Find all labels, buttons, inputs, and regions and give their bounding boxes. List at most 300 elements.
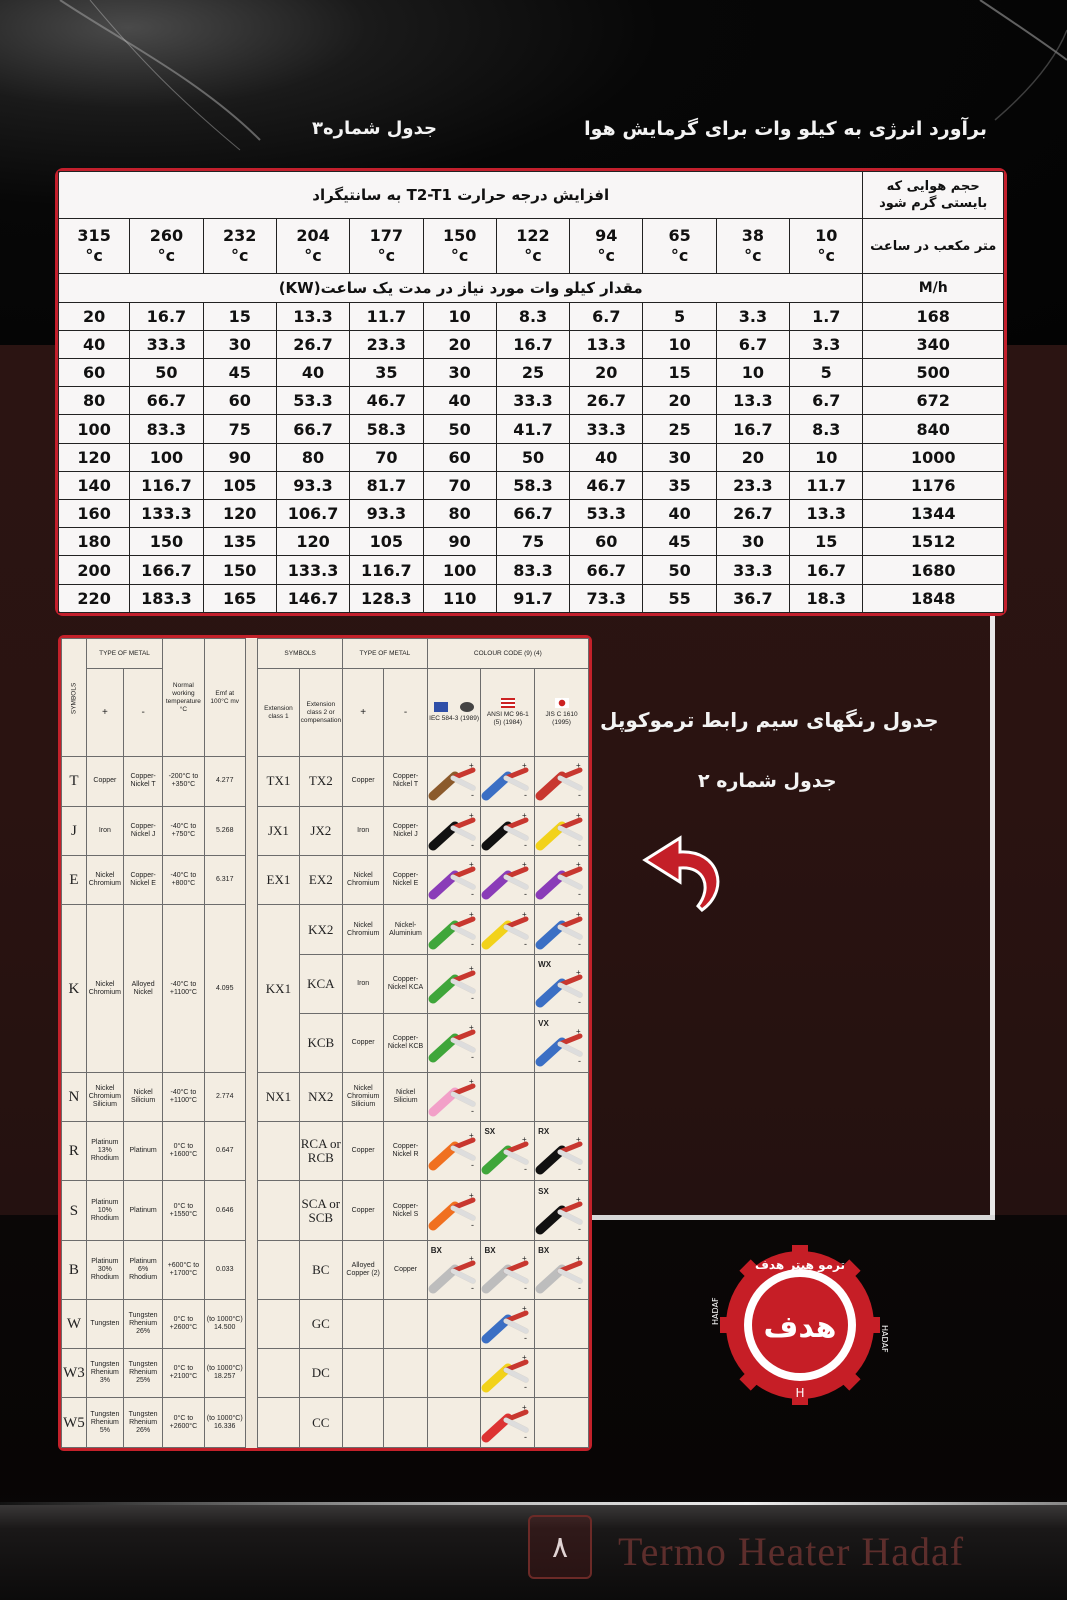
temp-header-cell bbox=[790, 219, 863, 274]
table3-heading: جدول شماره۳ bbox=[312, 118, 437, 139]
table-row bbox=[59, 387, 1004, 415]
kw-value-cell: 116.7 bbox=[350, 556, 423, 584]
cable-icon bbox=[482, 762, 534, 800]
table-row bbox=[59, 415, 1004, 443]
table-row bbox=[62, 1299, 589, 1348]
kw-value-cell: 30 bbox=[423, 359, 496, 387]
iec-colour-cell bbox=[427, 806, 481, 855]
kw-value-cell: 13.3 bbox=[716, 387, 789, 415]
plus-metal2-cell: Nickel Chromium bbox=[343, 905, 384, 954]
kw-value-cell: 40 bbox=[570, 443, 643, 471]
table-row bbox=[62, 757, 589, 806]
kw-value-cell: 75 bbox=[496, 528, 569, 556]
kw-value-cell: 26.7 bbox=[276, 330, 349, 358]
cable-icon bbox=[429, 812, 481, 850]
temp-unit: °c bbox=[524, 246, 542, 266]
air-flow-cell: 672 bbox=[863, 387, 1004, 415]
japan-flag-icon bbox=[555, 698, 569, 708]
symbol-cell: T bbox=[62, 757, 87, 806]
extension-class2-cell: JX2 bbox=[299, 806, 342, 855]
cable-icon bbox=[429, 1192, 481, 1230]
kw-value-cell: 25 bbox=[643, 415, 716, 443]
emf-cell: 5.268 bbox=[204, 806, 245, 855]
temperature-cell: -200°C to +350°C bbox=[163, 757, 204, 806]
kw-value-cell: 50 bbox=[130, 359, 203, 387]
air-flow-cell: 340 bbox=[863, 330, 1004, 358]
kw-value-cell: 83.3 bbox=[496, 556, 569, 584]
minus-header: - bbox=[123, 669, 162, 757]
energy-estimate-heading: برآورد انرژی به کیلو وات برای گرمایش هوا bbox=[584, 118, 987, 140]
ansi-standard-label: ANSI MC 96-1 (5) (1984) bbox=[486, 711, 529, 727]
svg-text:-: - bbox=[578, 1055, 582, 1066]
column-gap bbox=[245, 1299, 257, 1348]
svg-text:+: + bbox=[576, 1135, 581, 1145]
svg-text:-: - bbox=[578, 1164, 582, 1175]
kw-value-cell: 105 bbox=[350, 528, 423, 556]
emf-cell: 6.317 bbox=[204, 855, 245, 904]
svg-text:+: + bbox=[576, 967, 581, 977]
minus-metal-cell: Tungsten Rhenium 25% bbox=[123, 1349, 162, 1398]
logo-center-text: هدف bbox=[763, 1310, 837, 1345]
svg-text:+: + bbox=[468, 1190, 474, 1200]
jis-colour-cell bbox=[535, 806, 589, 855]
kw-value-cell: 13.3 bbox=[570, 330, 643, 358]
minus-metal-cell: Platinum bbox=[123, 1122, 162, 1181]
kw-value-cell: 120 bbox=[59, 443, 130, 471]
symbols2-header: SYMBOLS bbox=[258, 639, 343, 669]
extension-class2-cell: KX2 bbox=[299, 905, 342, 954]
kw-value-cell: 90 bbox=[423, 528, 496, 556]
plus-metal2-cell: Iron bbox=[343, 954, 384, 1013]
air-flow-cell: 1344 bbox=[863, 500, 1004, 528]
kw-value-cell: 40 bbox=[276, 359, 349, 387]
temp-header-cell bbox=[716, 219, 789, 274]
svg-text:-: - bbox=[578, 996, 582, 1007]
column-gap bbox=[245, 639, 257, 757]
hadaf-logo bbox=[711, 1245, 889, 1405]
svg-text:+: + bbox=[576, 909, 581, 919]
extension-class2-cell: KCA bbox=[299, 954, 342, 1013]
temperature-cell: 0°C to +2100°C bbox=[163, 1349, 204, 1398]
wire-type-label: SX bbox=[484, 1127, 496, 1137]
cable-icon bbox=[536, 762, 588, 800]
symbol-cell: R bbox=[62, 1122, 87, 1181]
kw-value-cell: 45 bbox=[203, 359, 276, 387]
cable-icon bbox=[482, 861, 534, 899]
wire-type-label: SX bbox=[538, 1186, 549, 1196]
globe-icon bbox=[460, 702, 474, 712]
temp-header-cell bbox=[276, 219, 349, 274]
kw-value-cell: 200 bbox=[59, 556, 130, 584]
temp-header-cell bbox=[643, 219, 716, 274]
kw-value-cell: 33.3 bbox=[570, 415, 643, 443]
svg-text:+: + bbox=[468, 963, 474, 973]
iec-colour-cell bbox=[427, 1122, 481, 1181]
column-gap bbox=[245, 1240, 257, 1299]
kw-value-cell: 35 bbox=[350, 359, 423, 387]
ansi-colour-cell bbox=[481, 954, 535, 1013]
temp-unit: °c bbox=[157, 246, 176, 266]
symbol-cell: B bbox=[62, 1240, 87, 1299]
temp-header-cell bbox=[496, 219, 569, 274]
minus-metal2-cell: Copper-Nickel R bbox=[384, 1122, 427, 1181]
kw-value-cell: 100 bbox=[59, 415, 130, 443]
air-flow-cell: 840 bbox=[863, 415, 1004, 443]
kw-value-cell: 30 bbox=[203, 330, 276, 358]
plus-metal2-cell: Copper bbox=[343, 1013, 384, 1072]
kw-value-cell: 133.3 bbox=[130, 500, 203, 528]
column-gap bbox=[245, 1122, 257, 1181]
kw-value-cell: 140 bbox=[59, 471, 130, 499]
plus2-header: + bbox=[343, 669, 384, 757]
table-row bbox=[62, 1240, 589, 1299]
table-row bbox=[62, 1349, 589, 1398]
svg-text:-: - bbox=[524, 938, 528, 949]
cable-icon bbox=[536, 1028, 588, 1066]
svg-text:+: + bbox=[576, 1253, 581, 1263]
extension-class2-cell: RCA or RCB bbox=[299, 1122, 342, 1181]
cable-icon bbox=[429, 1078, 481, 1116]
minus-metal-cell: Platinum 6% Rhodium bbox=[123, 1240, 162, 1299]
minus-metal-cell: Tungsten Rhenium 26% bbox=[123, 1299, 162, 1348]
kw-header: مقدار کیلو وات مورد نیاز در مدت یک ساعت(KW) bbox=[59, 274, 863, 302]
air-flow-cell: 168 bbox=[863, 302, 1004, 330]
temperature-cell: 0°C to +2600°C bbox=[163, 1398, 204, 1448]
iec-colour-cell bbox=[427, 1072, 481, 1121]
minus-metal2-cell bbox=[384, 1349, 427, 1398]
kw-value-cell: 36.7 bbox=[716, 584, 789, 612]
kw-value-cell: 6.7 bbox=[790, 387, 863, 415]
kw-value-cell: 5 bbox=[790, 359, 863, 387]
colour-table-grid bbox=[61, 638, 589, 1448]
svg-text:+: + bbox=[576, 810, 581, 820]
symbol-cell: K bbox=[62, 905, 87, 1073]
air-flow-cell: 1512 bbox=[863, 528, 1004, 556]
svg-text:-: - bbox=[524, 1332, 528, 1343]
temp-rise-header: افزایش درجه حرارت T2-T1 به سانتیگراد bbox=[59, 172, 863, 219]
kw-value-cell: 46.7 bbox=[570, 471, 643, 499]
iec-standard-label: IEC 584-3 (1989) bbox=[429, 715, 480, 723]
kw-value-cell: 6.7 bbox=[716, 330, 789, 358]
curved-arrow-icon bbox=[640, 820, 730, 915]
symbol-cell: W5 bbox=[62, 1398, 87, 1448]
extension-class2-cell: KCB bbox=[299, 1013, 342, 1072]
ext-class1-header: Extension class 1 bbox=[258, 669, 299, 757]
temp-unit: °c bbox=[450, 246, 469, 266]
kw-value-cell: 66.7 bbox=[130, 387, 203, 415]
air-flow-cell: 500 bbox=[863, 359, 1004, 387]
plus-metal-cell: Tungsten Rhenium 3% bbox=[86, 1349, 123, 1398]
air-volume-header: حجم هوایی که بایستی گرم شود bbox=[863, 172, 1004, 219]
wire-type-label: RX bbox=[538, 1127, 550, 1137]
svg-text:-: - bbox=[470, 938, 474, 949]
kw-value-cell: 60 bbox=[203, 387, 276, 415]
kw-value-cell: 23.3 bbox=[716, 471, 789, 499]
emf-cell: 4.095 bbox=[204, 905, 245, 1073]
kw-value-cell: 40 bbox=[59, 330, 130, 358]
temp-unit: °c bbox=[817, 246, 835, 266]
plus-metal2-cell bbox=[343, 1299, 384, 1348]
cable-icon bbox=[429, 762, 481, 800]
logo-side-right: HADAF bbox=[880, 1325, 889, 1353]
kw-value-cell: 55 bbox=[643, 584, 716, 612]
jis-colour-cell bbox=[535, 1299, 589, 1348]
temp-unit: °c bbox=[304, 246, 322, 266]
kw-value-cell: 25 bbox=[496, 359, 569, 387]
svg-text:-: - bbox=[524, 889, 528, 900]
plus-metal-cell: Iron bbox=[86, 806, 123, 855]
plus-metal2-cell: Nickel Chromium bbox=[343, 855, 384, 904]
plus-metal-cell: Tungsten Rhenium 5% bbox=[86, 1398, 123, 1448]
svg-text:+: + bbox=[468, 860, 474, 870]
kw-value-cell: 3.3 bbox=[716, 302, 789, 330]
kw-value-cell: 16.7 bbox=[496, 330, 569, 358]
jis-colour-cell bbox=[535, 1013, 589, 1072]
table-row bbox=[59, 443, 1004, 471]
svg-text:-: - bbox=[470, 1219, 474, 1230]
kw-value-cell: 66.7 bbox=[570, 556, 643, 584]
extension-class1-cell: KX1 bbox=[258, 905, 299, 1073]
minus-metal2-cell: Copper-Nickel S bbox=[384, 1181, 427, 1240]
symbol-cell: J bbox=[62, 806, 87, 855]
kw-value-cell: 50 bbox=[643, 556, 716, 584]
temp-value: 204 bbox=[296, 226, 330, 246]
usa-flag-icon bbox=[501, 698, 515, 708]
kw-value-cell: 220 bbox=[59, 584, 130, 612]
temp-value: 177 bbox=[369, 226, 404, 246]
cubic-meter-header: متر مکعب در ساعت bbox=[863, 219, 1004, 274]
svg-text:+: + bbox=[468, 1253, 474, 1263]
kw-value-cell: 6.7 bbox=[570, 302, 643, 330]
svg-text:-: - bbox=[578, 889, 582, 900]
ansi-colour-cell bbox=[481, 1072, 535, 1121]
svg-text:+: + bbox=[576, 1194, 581, 1204]
svg-text:+: + bbox=[522, 909, 528, 919]
kw-value-cell: 133.3 bbox=[276, 556, 349, 584]
wire-type-label: WX bbox=[538, 959, 552, 969]
kw-value-cell: 60 bbox=[570, 528, 643, 556]
plus-metal-cell: Tungsten bbox=[86, 1299, 123, 1348]
ansi-colour-cell bbox=[481, 757, 535, 806]
kw-value-cell: 183.3 bbox=[130, 584, 203, 612]
temperature-cell: 0°C to +1600°C bbox=[163, 1122, 204, 1181]
eu-flag-icon bbox=[434, 702, 448, 712]
cable-icon bbox=[536, 1255, 588, 1293]
plus-metal2-cell: Copper bbox=[343, 1122, 384, 1181]
svg-text:+: + bbox=[522, 810, 528, 820]
minus-metal2-cell: Copper bbox=[384, 1240, 427, 1299]
cable-icon bbox=[482, 1404, 534, 1442]
ansi-standard-header bbox=[481, 669, 535, 757]
normal-temp-header: Normal working temperature °C bbox=[163, 639, 204, 757]
symbol-cell: W bbox=[62, 1299, 87, 1348]
kw-value-cell: 70 bbox=[350, 443, 423, 471]
table-row bbox=[62, 1072, 589, 1121]
extension-class2-cell: NX2 bbox=[299, 1072, 342, 1121]
svg-text:+: + bbox=[468, 909, 474, 919]
kw-value-cell: 8.3 bbox=[496, 302, 569, 330]
svg-text:+: + bbox=[522, 761, 528, 771]
ansi-colour-cell bbox=[481, 1349, 535, 1398]
thermocouple-colour-table bbox=[58, 635, 592, 1451]
kw-value-cell: 150 bbox=[130, 528, 203, 556]
kw-value-cell: 160 bbox=[59, 500, 130, 528]
cable-icon bbox=[536, 911, 588, 949]
temp-value: 232 bbox=[223, 226, 257, 246]
table-row bbox=[59, 528, 1004, 556]
kw-value-cell: 116.7 bbox=[130, 471, 203, 499]
table-row bbox=[59, 471, 1004, 499]
temperature-cell: -40°C to +800°C bbox=[163, 855, 204, 904]
ansi-colour-cell bbox=[481, 1013, 535, 1072]
kw-value-cell: 20 bbox=[716, 443, 789, 471]
extension-class1-cell bbox=[258, 1349, 299, 1398]
air-flow-cell: 1000 bbox=[863, 443, 1004, 471]
svg-text:-: - bbox=[524, 1282, 528, 1293]
ansi-colour-cell bbox=[481, 806, 535, 855]
temp-header-cell bbox=[59, 219, 130, 274]
wire-colors-heading: جدول رنگهای سیم رابط ترموکوپل bbox=[600, 708, 939, 732]
kw-value-cell: 73.3 bbox=[570, 584, 643, 612]
kw-value-cell: 23.3 bbox=[350, 330, 423, 358]
extension-class2-cell: DC bbox=[299, 1349, 342, 1398]
jis-standard-header bbox=[535, 669, 589, 757]
kw-value-cell: 10 bbox=[423, 302, 496, 330]
cable-icon bbox=[482, 812, 534, 850]
svg-text:-: - bbox=[470, 992, 474, 1003]
svg-text:+: + bbox=[576, 1026, 581, 1036]
emf-cell: 0.647 bbox=[204, 1122, 245, 1181]
kw-value-cell: 16.7 bbox=[716, 415, 789, 443]
minus-metal-cell: Nickel Silicium bbox=[123, 1072, 162, 1121]
minus-metal2-cell: Copper-Nickel T bbox=[384, 757, 427, 806]
plus-metal2-cell: Iron bbox=[343, 806, 384, 855]
temp-header-cell bbox=[203, 219, 276, 274]
table-row bbox=[62, 806, 589, 855]
table-row bbox=[59, 330, 1004, 358]
temperature-cell: +600°C to +1700°C bbox=[163, 1240, 204, 1299]
iec-colour-cell bbox=[427, 905, 481, 954]
svg-text:+: + bbox=[468, 1022, 474, 1032]
jis-colour-cell bbox=[535, 905, 589, 954]
kw-value-cell: 30 bbox=[643, 443, 716, 471]
kw-value-cell: 3.3 bbox=[790, 330, 863, 358]
plus-header: + bbox=[86, 669, 123, 757]
column-gap bbox=[245, 806, 257, 855]
ansi-colour-cell bbox=[481, 1398, 535, 1448]
kw-value-cell: 106.7 bbox=[276, 500, 349, 528]
kw-value-cell: 41.7 bbox=[496, 415, 569, 443]
kw-value-cell: 13.3 bbox=[790, 500, 863, 528]
emf-cell: (to 1000°C) 18.257 bbox=[204, 1349, 245, 1398]
svg-text:+: + bbox=[576, 761, 581, 771]
air-flow-cell: 1848 bbox=[863, 584, 1004, 612]
minus-metal2-cell bbox=[384, 1299, 427, 1348]
kw-value-cell: 10 bbox=[643, 330, 716, 358]
kw-value-cell: 135 bbox=[203, 528, 276, 556]
kw-value-cell: 50 bbox=[423, 415, 496, 443]
temp-unit: °c bbox=[85, 246, 103, 266]
temp-value: 38 bbox=[741, 226, 765, 246]
svg-text:-: - bbox=[578, 1223, 582, 1234]
extension-class1-cell bbox=[258, 1299, 299, 1348]
kw-value-cell: 166.7 bbox=[130, 556, 203, 584]
minus-metal2-cell bbox=[384, 1398, 427, 1448]
plus-metal2-cell: Alloyed Copper (2) bbox=[343, 1240, 384, 1299]
plus-metal-cell: Platinum 30% Rhodium bbox=[86, 1240, 123, 1299]
kw-value-cell: 93.3 bbox=[276, 471, 349, 499]
kw-value-cell: 146.7 bbox=[276, 584, 349, 612]
cable-icon bbox=[429, 965, 481, 1003]
kw-value-cell: 60 bbox=[59, 359, 130, 387]
emf-cell: 0.646 bbox=[204, 1181, 245, 1240]
energy-table-grid bbox=[58, 171, 1004, 613]
kw-value-cell: 110 bbox=[423, 584, 496, 612]
temp-value: 315 bbox=[77, 226, 111, 246]
jis-colour-cell bbox=[535, 1122, 589, 1181]
ansi-colour-cell bbox=[481, 1240, 535, 1299]
temp-unit: °c bbox=[597, 246, 616, 266]
minus-metal-cell: Platinum bbox=[123, 1181, 162, 1240]
column-gap bbox=[245, 1072, 257, 1121]
jis-colour-cell bbox=[535, 855, 589, 904]
extension-class1-cell bbox=[258, 1398, 299, 1448]
jis-colour-cell bbox=[535, 1072, 589, 1121]
svg-text:-: - bbox=[524, 1431, 528, 1442]
temp-value: 260 bbox=[149, 226, 184, 246]
kw-value-cell: 105 bbox=[203, 471, 276, 499]
kw-value-cell: 15 bbox=[790, 528, 863, 556]
svg-text:+: + bbox=[468, 1077, 474, 1087]
iec-colour-cell bbox=[427, 855, 481, 904]
kw-value-cell: 20 bbox=[643, 387, 716, 415]
kw-value-cell: 66.7 bbox=[496, 500, 569, 528]
table-row bbox=[59, 500, 1004, 528]
extension-class1-cell: TX1 bbox=[258, 757, 299, 806]
svg-text:-: - bbox=[524, 1382, 528, 1393]
kw-value-cell: 80 bbox=[276, 443, 349, 471]
iec-colour-cell bbox=[427, 954, 481, 1013]
table-row bbox=[62, 855, 589, 904]
air-flow-cell: 1176 bbox=[863, 471, 1004, 499]
minus-metal-cell: Copper-Nickel J bbox=[123, 806, 162, 855]
plus-metal2-cell: Copper bbox=[343, 757, 384, 806]
symbol-cell: N bbox=[62, 1072, 87, 1121]
temperature-cell: -40°C to +1100°C bbox=[163, 905, 204, 1073]
kw-value-cell: 120 bbox=[203, 500, 276, 528]
kw-value-cell: 30 bbox=[716, 528, 789, 556]
kw-value-cell: 180 bbox=[59, 528, 130, 556]
temp-header-cell bbox=[130, 219, 203, 274]
kw-value-cell: 11.7 bbox=[790, 471, 863, 499]
svg-text:-: - bbox=[524, 839, 528, 850]
temperature-cell: 0°C to +2600°C bbox=[163, 1299, 204, 1348]
column-gap bbox=[245, 855, 257, 904]
svg-text:+: + bbox=[522, 1402, 528, 1412]
table-row bbox=[62, 1181, 589, 1240]
extension-class2-cell: BC bbox=[299, 1240, 342, 1299]
svg-text:-: - bbox=[578, 839, 582, 850]
iec-colour-cell bbox=[427, 1181, 481, 1240]
kw-value-cell: 16.7 bbox=[790, 556, 863, 584]
jis-colour-cell bbox=[535, 1181, 589, 1240]
plus-metal-cell: Nickel Chromium bbox=[86, 855, 123, 904]
kw-value-cell: 10 bbox=[790, 443, 863, 471]
cable-icon bbox=[429, 1255, 481, 1293]
iec-standard-header bbox=[427, 669, 481, 757]
wire-type-label: BX bbox=[538, 1245, 550, 1255]
svg-text:-: - bbox=[470, 1051, 474, 1062]
